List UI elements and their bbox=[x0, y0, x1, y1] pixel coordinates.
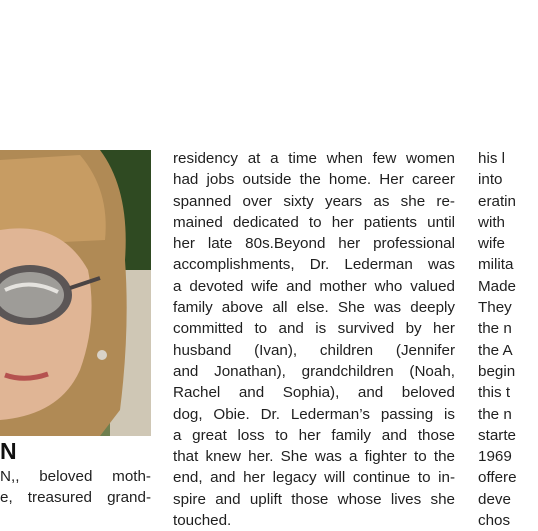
left-text-line: e, treasured grand- bbox=[0, 489, 151, 507]
middle-column-text bbox=[173, 148, 455, 531]
left-text-line: N,, beloved moth- bbox=[0, 468, 151, 485]
middle-text-line: dog, Obie. Dr. Lederman’s passing is bbox=[173, 405, 455, 423]
middle-text-line: mained dedicated to her patients until bbox=[173, 213, 455, 231]
middle-text-line: and Jonathan), grandchildren (Noah, bbox=[173, 362, 455, 380]
middle-text-line: spanned over sixty years as she re- bbox=[173, 192, 455, 210]
right-text-line: deve bbox=[478, 490, 511, 508]
right-text-line: offere bbox=[478, 469, 517, 487]
right-text-line: the n bbox=[478, 405, 512, 423]
middle-text-line: a great loss to her family and those bbox=[173, 426, 455, 444]
middle-text-line: that knew her. She was a fighter to the bbox=[173, 448, 455, 466]
right-text-line: with bbox=[478, 213, 506, 231]
right-text-line: his l bbox=[478, 150, 506, 167]
middle-text-line: committed to and is survived by her bbox=[173, 320, 455, 338]
right-text-line: this t bbox=[478, 384, 511, 402]
middle-text-line: Rachel and Sophia), and beloved bbox=[173, 384, 455, 402]
middle-text-line: husband (Ivan), children (Jennifer bbox=[173, 341, 455, 359]
left-column-text bbox=[0, 466, 151, 509]
middle-text-line: accomplishments, Dr. Lederman was bbox=[173, 256, 455, 274]
right-text-line: Made bbox=[478, 277, 516, 295]
middle-text-line: end, and her legacy will continue to in- bbox=[173, 469, 455, 487]
middle-text-line: touched. bbox=[173, 512, 232, 530]
right-text-line: chos bbox=[478, 512, 511, 530]
middle-text-line: residency at a time when few women bbox=[173, 150, 455, 167]
middle-text-line: spire and uplift those whose lives she bbox=[173, 490, 455, 508]
right-column-text bbox=[478, 148, 538, 531]
middle-text-line: had jobs outside the home. Her career bbox=[173, 171, 455, 189]
right-text-line: begin bbox=[478, 362, 516, 380]
portrait-photo bbox=[0, 150, 151, 436]
right-text-line: wife bbox=[478, 235, 506, 253]
middle-text-line: a devoted wife and mother who valued bbox=[173, 277, 455, 295]
middle-text-line: her late 80s.Beyond her professional bbox=[173, 235, 455, 253]
right-text-line: into bbox=[478, 171, 503, 189]
right-text-line: milita bbox=[478, 256, 514, 274]
right-text-line: eratin bbox=[478, 192, 516, 210]
right-text-line: They bbox=[478, 299, 512, 317]
right-text-line: the n bbox=[478, 320, 512, 338]
right-text-line: 1969 bbox=[478, 448, 512, 466]
middle-text-line: family above all else. She was deeply bbox=[173, 299, 455, 317]
right-text-line: the A bbox=[478, 341, 513, 359]
right-text-line: starte bbox=[478, 426, 516, 444]
obituary-name-heading: N bbox=[0, 438, 17, 464]
